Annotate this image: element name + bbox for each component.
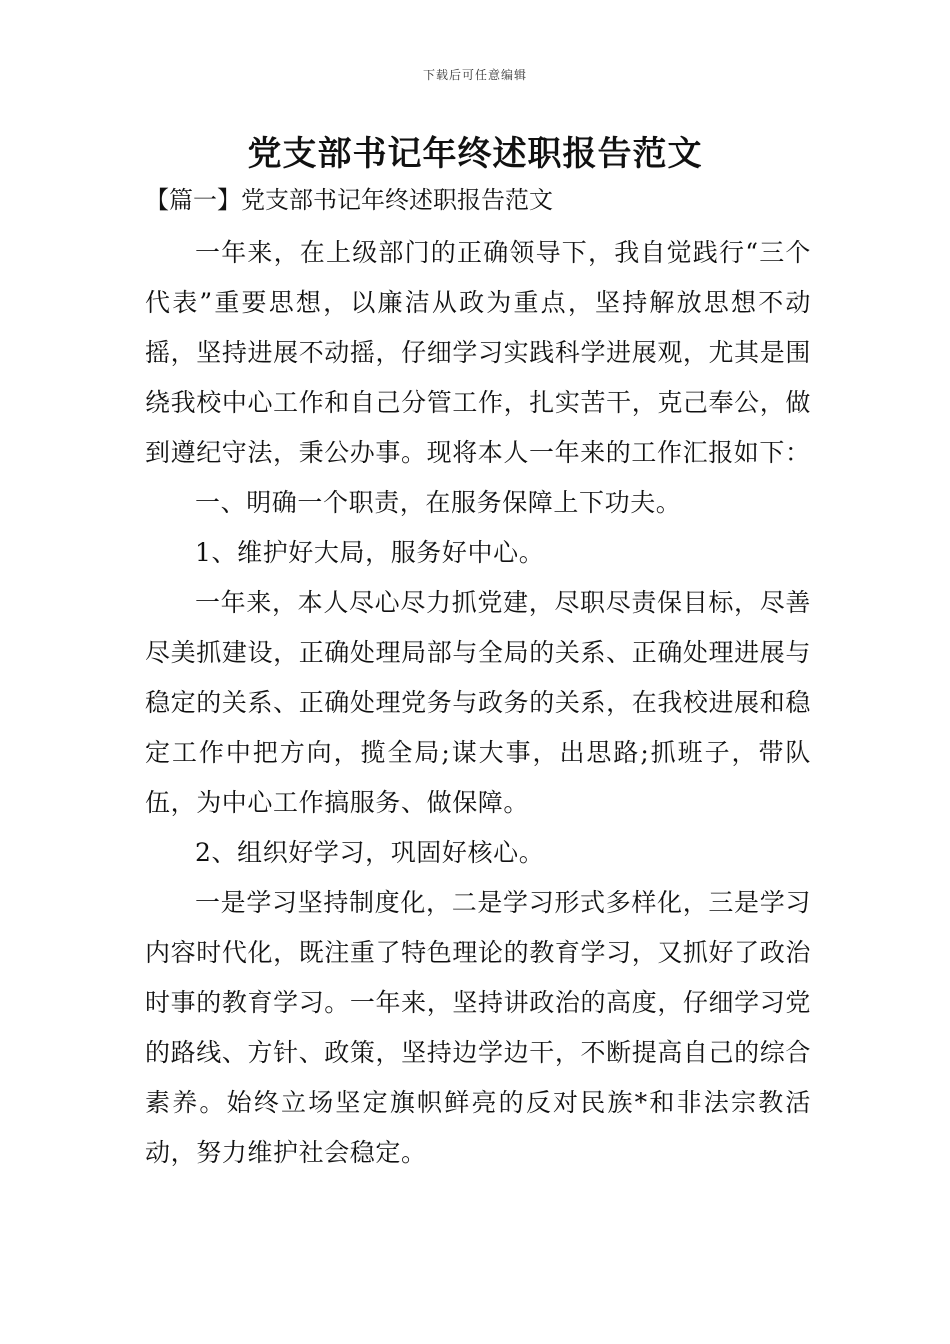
paragraph-subheading-2: 2、组织好学习，巩固好核心。 [195, 838, 545, 867]
paragraph-intro: 一年来，在上级部门的正确领导下，我自觉践行“三个代表”重要思想，以廉洁从政为重点，坚持解放思想不动摇，坚持进展不动摇，仔细学习实践科学进展观，尤其是围绕我校中心工作和自己分管工作，扎实苦干，克己奉公，做到遵纪守法，秉公办事。现将本人一年来的工作汇报如下： [145, 238, 811, 467]
page-title: 党支部书记年终述职报告范文 [247, 134, 703, 174]
paragraph-body-2: 一是学习坚持制度化，二是学习形式多样化，三是学习内容时代化，既注重了特色理论的教育学习，又抓好了政治时事的教育学习。一年来，坚持讲政治的高度，仔细学习党的路线、方针、政策，坚持边学边干，不断提高自己的综合素养。始终立场坚定旗帜鲜亮的反对民族*和非法宗教活动，努力维护社会稳定。 [145, 888, 811, 1167]
document-body [145, 228, 811, 1178]
section-heading: 【篇一】党支部书记年终述职报告范文 [145, 186, 553, 214]
paragraph-subheading-1: 1、维护好大局，服务好中心。 [195, 538, 545, 567]
paragraph-heading-1: 一、明确一个职责，在服务保障上下功夫。 [195, 488, 682, 517]
header-note: 下载后可任意编辑 [422, 68, 527, 82]
paragraph-body-1: 一年来，本人尽心尽力抓党建，尽职尽责保目标，尽善尽美抓建设，正确处理局部与全局的关系、正确处理进展与稳定的关系、正确处理党务与政务的关系，在我校进展和稳定工作中把方向，揽全局;谋大事，出思路;抓班子，带队伍，为中心工作搞服务、做保障。 [145, 588, 811, 817]
